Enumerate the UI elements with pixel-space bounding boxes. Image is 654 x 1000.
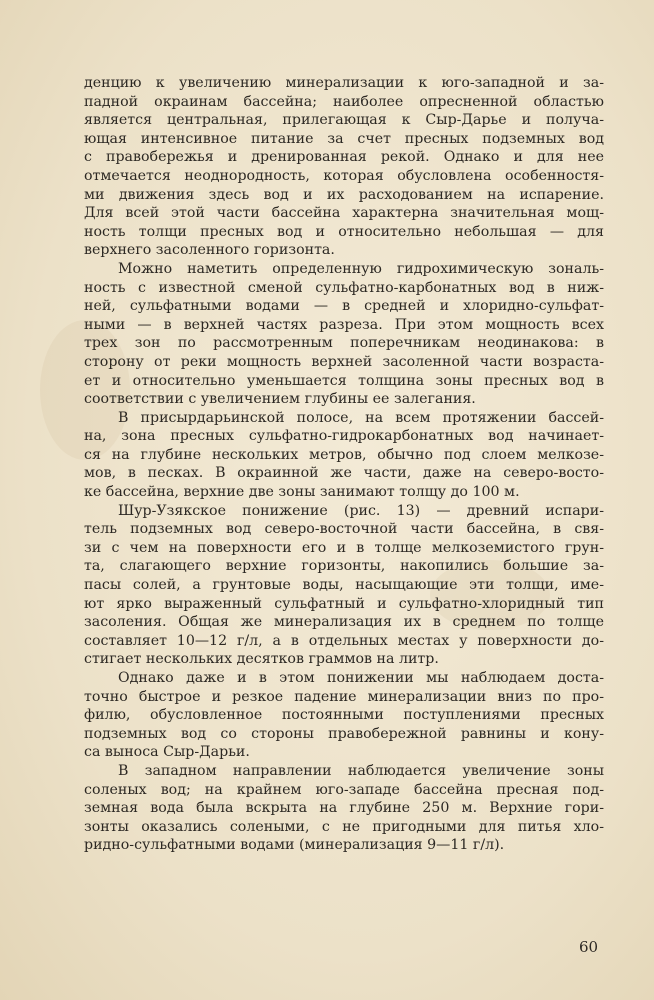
text-line: ют ярко выраженный сульфатный и сульфатно-хлоридный тип	[84, 595, 604, 612]
text-line: верхнего засоленного горизонта.	[84, 242, 335, 259]
text-line: зи с чем на поверхности его и в толще мелкоземистого грун-	[84, 539, 604, 556]
text-line: трех зон по рассмотренным поперечникам неодинакова: в	[84, 335, 604, 352]
paragraph	[84, 762, 604, 855]
page-number: 60	[579, 938, 599, 956]
text-line: ми движения здесь вод и их расходованием на испарение.	[84, 186, 604, 203]
text-line: тель подземных вод северо-восточной части бассейна, в свя-	[84, 521, 604, 538]
text-line: сторону от реки мощность верхней засоленной части возрастa-	[84, 353, 604, 370]
text-line: ся на глубине нескольких метров, обычно под слоем мелкозе-	[84, 446, 604, 463]
text-line: ней, сульфатными водами — в средней и хлоридно-сульфат-	[84, 298, 604, 315]
text-line: Шур-Узякское понижение (рис. 13) — древний испари-	[118, 502, 604, 519]
text-line: Для всей этой части бассейна характерна значительная мощ-	[84, 205, 604, 222]
text-line: В западном направлении наблюдается увеличение зоны	[118, 762, 604, 779]
text-line: ность толщи пресных вод и относительно небольшая — для	[84, 223, 604, 240]
text-line: является центральная, прилегающая к Сыр-Дарье и получа-	[84, 112, 604, 129]
text-line: мов, в песках. В окраинной же части, даже на северо-восто-	[84, 465, 604, 482]
paragraph	[84, 74, 604, 260]
text-line: на, зона пресных сульфатно-гидрокарбонатных вод начинает-	[84, 428, 604, 445]
text-line: Можно наметить определенную гидрохимическую зональ-	[118, 260, 604, 277]
text-line: денцию к увеличению минерализации к юго-западной и за-	[84, 75, 604, 91]
paragraph	[84, 409, 604, 502]
paragraph	[84, 669, 604, 762]
paragraph	[84, 502, 604, 669]
text-line: В присырдарьинской полосе, на всем протяжении бассей-	[118, 409, 604, 426]
text-line: подземных вод со стороны правобережной равнины и кону-	[84, 725, 604, 742]
text-line: падной окраинам бассейна; наиболее опресненной областью	[84, 93, 604, 110]
text-line: отмечается неоднородность, которая обусловлена особенностя-	[84, 167, 604, 184]
text-line: пасы солей, а грунтовые воды, насыщающие эти толщи, име-	[84, 577, 604, 594]
body-text	[84, 74, 604, 855]
text-line: филю, обусловленное постоянными поступлениями пресных	[84, 707, 604, 724]
text-line: точно быстрое и резкое падение минерализации вниз по про-	[84, 688, 604, 705]
text-line: земная вода была вскрыта на глубине 250 м. Верхние гори-	[84, 800, 604, 817]
text-line: с правобережья и дренированная рекой. Однако и для нее	[84, 149, 604, 166]
text-line: ет и относительно уменьшается толщина зоны пресных вод в	[84, 372, 604, 389]
text-line: ридно-сульфатными водами (минерализация 9—11 г/л).	[84, 837, 505, 854]
text-line: составляет 10—12 г/л, а в отдельных местах у поверхности до-	[84, 632, 604, 649]
text-line: засоления. Общая же минерализация их в среднем по толще	[84, 614, 604, 631]
text-line: соленых вод; на крайнем юго-западе бассейна пресная под-	[84, 781, 604, 798]
text-line: ющая интенсивное питание за счет пресных подземных вод	[84, 130, 604, 147]
text-line: ность с известной сменой сульфатно-карбонатных вод в ниж-	[84, 279, 604, 296]
text-line: стигает нескольких десятков граммов на литр.	[84, 651, 439, 668]
text-line: зонты оказались солеными, с не пригодными для питья хло-	[84, 818, 604, 835]
paragraph	[84, 260, 604, 409]
text-line: ными — в верхней частях разреза. При этом мощность всех	[84, 316, 604, 333]
text-line: Однако даже и в этом понижении мы наблюдаем доста-	[118, 670, 604, 686]
text-line: са выноса Сыр-Дарьи.	[84, 744, 250, 761]
text-line: соответствии с увеличением глубины ее залегания.	[84, 391, 476, 408]
text-line: ке бассейна, верхние две зоны занимают толщу до 100 м.	[84, 484, 520, 501]
text-line: та, слагающего верхние горизонты, накопились большие за-	[84, 558, 604, 575]
